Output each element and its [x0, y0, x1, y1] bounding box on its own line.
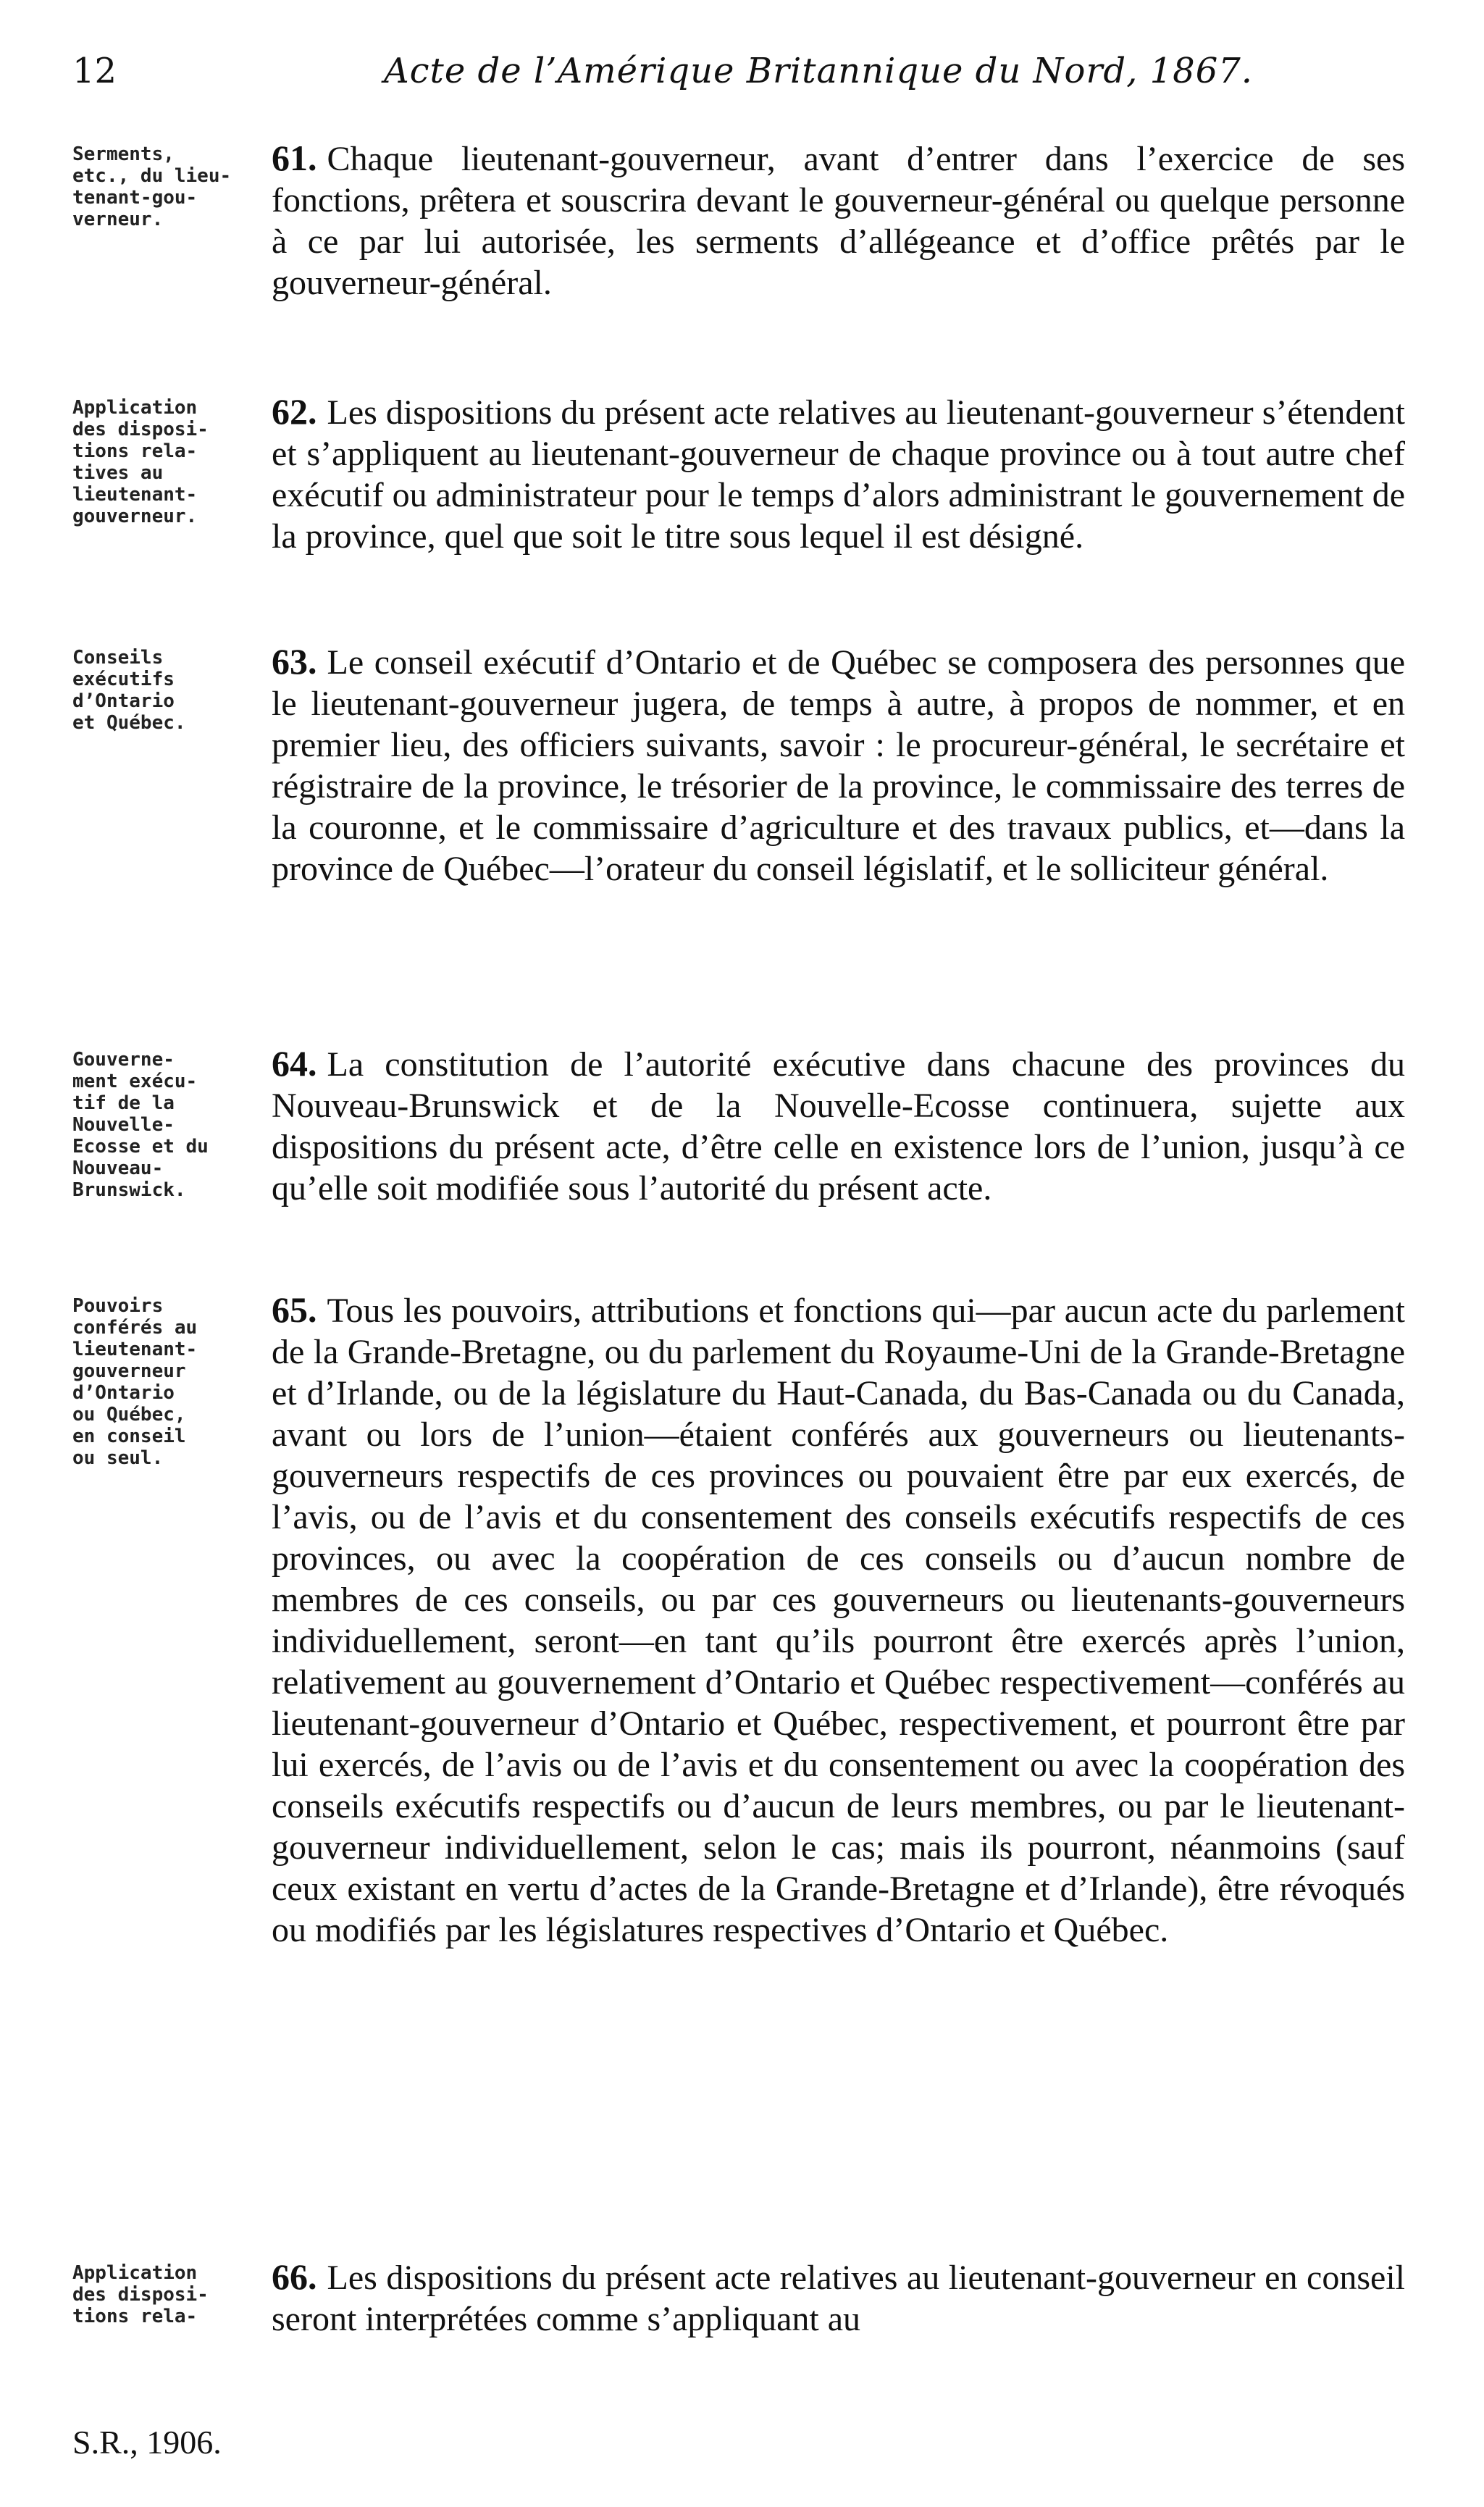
- section-63: [72, 641, 1420, 1018]
- section-body: Les dispositions du présent acte relatives au lieutenant-gouverneur s’étendent et s’appliquent au lieutenant-gouverneur de chaque province ou à tout autre chef exécutif ou administrateur pour le temps d’alors administrant le gouvernement de la province, quel que soit le titre sous lequel il est désigné.: [272, 393, 1405, 556]
- section-body: Le conseil exécutif d’Ontario et de Québec se composera des personnes que le lieutenant-gouverneur jugera, de temps à autre, à propos de nommer, et en premier lieu, des officiers suivants, savoir : le procureur-général, le secrétaire et régistraire de la province, le trésorier de la province, le commissaire des terres de la couronne, et le commissaire d’agriculture et des travaux publics, et—dans la province de Québec—l’orateur du conseil législatif, et le solliciteur général.: [272, 643, 1405, 888]
- section-65: [72, 1289, 1420, 2224]
- margin-note: Application des disposi- tions rela-: [72, 2262, 209, 2327]
- section-64: [72, 1043, 1420, 1282]
- section-number: 63.: [272, 641, 317, 682]
- section-number: 64.: [272, 1043, 317, 1084]
- section-text: [272, 391, 1405, 557]
- section-text: [272, 1043, 1405, 1209]
- section-body: Tous les pouvoirs, attributions et fonctions qui—par aucun acte du parlement de la Grande-Bretagne, ou du parlement du Royaume-Uni de la Grande-Bretagne et d’Irlande, ou de la législature du Haut-Canada, du Bas-Canada ou du Canada, avant ou lors de l’union—étaient conférés aux gouverneurs ou lieutenants-gouverneurs respectifs de ces provinces ou pouvaient être par eux exercés, de l’avis, ou de l’avis et du consentement des conseils exécutifs respectifs de ces provinces, ou avec la coopération de ces conseils ou d’aucun nombre de membres de ces conseils, ou par ces gouverneurs ou lieutenants-gouverneurs individuellement, seront—en tant qu’ils pourront être exercés après l’union, relativement au gouvernement d’Ontario et Québec respectivement—conférés au lieutenant-gouverneur d’Ontario et Québec, respectivement, et pourront être par lui exercés, de l’avis ou de l’avis et du consentement ou avec la coopération des conseils exécutifs respectifs ou d’aucun de leurs membres, ou par le lieutenant-gouverneur individuellement, selon le cas; mais ils pourront, néanmoins (sauf ceux existant en vertu d’actes de la Grande-Bretagne et d’Irlande), être révoqués ou modifiés par les législatures respectives d’Ontario et Québec.: [272, 1292, 1405, 1949]
- margin-note: Conseils exécutifs d’Ontario et Québec.: [72, 647, 186, 734]
- section-body: La constitution de l’autorité exécutive dans chacune des provinces du Nouveau-Brunswick et de la Nouvelle-Ecosse continuera, sujette aux dispositions du présent acte, d’être celle en existence lors de l’union, jusqu’à ce qu’elle soit modifiée sous l’autorité du présent acte.: [272, 1045, 1405, 1208]
- page-number: 12: [72, 51, 117, 91]
- running-title: Acte de l’Amérique Britannique du Nord, 1867.: [384, 51, 1254, 91]
- section-text: [272, 2256, 1405, 2340]
- section-number: 66.: [272, 2256, 317, 2297]
- section-66: [72, 2256, 1420, 2383]
- section-62: [72, 391, 1420, 608]
- page-footer: S.R., 1906.: [72, 2424, 222, 2461]
- section-number: 65.: [272, 1289, 317, 1330]
- page-header: [72, 51, 1420, 109]
- section-text: [272, 641, 1405, 890]
- section-text: [272, 138, 1405, 304]
- margin-note: Serments, etc., du lieu- tenant-gou- verneur.: [72, 143, 232, 230]
- section-number: 61.: [272, 138, 317, 178]
- section-61: [72, 138, 1420, 355]
- section-number: 62.: [272, 391, 317, 432]
- section-body: Les dispositions du présent acte relatives au lieutenant-gouverneur en conseil seront interprétées comme s’appliquant au: [272, 2259, 1405, 2338]
- section-body: Chaque lieutenant-gouverneur, avant d’entrer dans l’exercice de ses fonctions, prêtera et souscrira devant le gouverneur-général ou quelque personne à ce par lui autorisée, les serments d’allégeance et d’office prêtés par le gouverneur-général.: [272, 140, 1405, 302]
- margin-note: Gouverne- ment exécu- tif de la Nouvelle- Ecosse et du Nouveau- Brunswick.: [72, 1049, 209, 1201]
- margin-note: Pouvoirs conférés au lieutenant- gouverneur d’Ontario ou Québec, en conseil ou seul.: [72, 1295, 198, 1469]
- section-text: [272, 1289, 1405, 1951]
- margin-note: Application des disposi- tions rela- tives au lieutenant- gouverneur.: [72, 397, 209, 527]
